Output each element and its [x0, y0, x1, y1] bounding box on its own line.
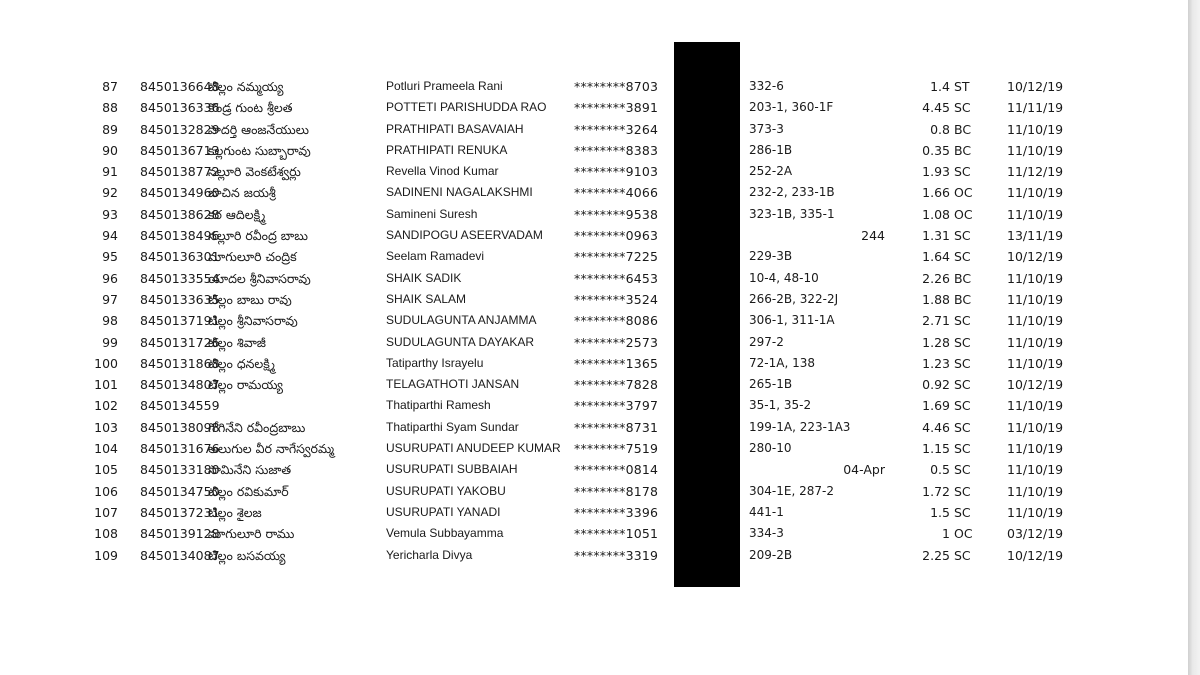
- row-number: 95: [102, 249, 118, 265]
- telugu-name: టిల్లం రవికుమార్: [208, 483, 289, 499]
- category-code: OC: [954, 526, 973, 542]
- area-value: 1.08: [922, 206, 950, 222]
- english-name: USURUPATI SUBBAIAH: [386, 462, 518, 477]
- row-number: 98: [102, 313, 118, 329]
- beneficiary-id: 8450133180: [140, 462, 220, 478]
- category-code: SC: [954, 504, 971, 520]
- table-row: [0, 438, 1190, 459]
- masked-number: ********3396: [574, 504, 659, 520]
- date-value: 11/10/19: [1007, 441, 1064, 457]
- survey-number: 232-2, 233-1B: [749, 185, 835, 200]
- masked-number: ********0963: [574, 228, 659, 244]
- telugu-name: టిల్లం శివాజీ: [208, 334, 266, 350]
- date-value: 11/10/19: [1007, 142, 1064, 158]
- telugu-name: నల్లూరి రవీంద్ర బాబు: [208, 228, 308, 244]
- survey-number: 35-1, 35-2: [749, 398, 812, 413]
- beneficiary-id: 8450136301: [140, 249, 220, 265]
- row-number: 94: [102, 228, 118, 244]
- masked-number: ********7828: [574, 377, 659, 393]
- telugu-name: మాగులూరి రాము: [208, 526, 295, 542]
- table-row: [0, 481, 1190, 502]
- english-name: POTTETI PARISHUDDA RAO: [386, 100, 547, 115]
- masked-number: ********3891: [574, 100, 659, 116]
- row-number: 100: [94, 355, 118, 371]
- survey-number: 373-3: [749, 121, 784, 136]
- category-code: SC: [954, 228, 971, 244]
- telugu-name: మాగులూరి చంద్రిక: [208, 249, 297, 265]
- masked-number: ********3524: [574, 291, 659, 307]
- category-code: SC: [954, 483, 971, 499]
- masked-number: ********1051: [574, 526, 659, 542]
- table-row: [0, 459, 1190, 480]
- masked-number: ********1365: [574, 355, 659, 371]
- english-name: Revella Vinod Kumar: [386, 164, 499, 179]
- date-value: 10/12/19: [1007, 249, 1064, 265]
- survey-number: 266-2B, 322-2J: [749, 291, 839, 306]
- beneficiary-table: [0, 76, 1190, 566]
- date-value: 11/10/19: [1007, 291, 1064, 307]
- area-value: 0.8: [930, 121, 950, 137]
- category-code: BC: [954, 121, 972, 137]
- area-value: 1.15: [922, 441, 950, 457]
- telugu-name: బాచిన జయశ్రీ: [208, 185, 276, 201]
- table-row: [0, 97, 1190, 118]
- category-code: SC: [954, 441, 971, 457]
- masked-number: ********4066: [574, 185, 659, 201]
- area-value: 2.71: [922, 313, 950, 329]
- survey-number: 10-4, 48-10: [749, 270, 819, 285]
- beneficiary-id: 8450131868: [140, 355, 220, 371]
- english-name: USURUPATI ANUDEEP KUMAR: [386, 441, 561, 456]
- english-name: Vemula Subbayamma: [386, 526, 504, 541]
- beneficiary-id: 8450134559: [140, 398, 220, 414]
- row-number: 97: [102, 291, 118, 307]
- area-value: 2.26: [922, 270, 950, 286]
- category-code: SC: [954, 462, 971, 478]
- area-value: 2.25: [922, 547, 950, 563]
- masked-number: ********2573: [574, 334, 659, 350]
- category-code: SC: [954, 377, 971, 393]
- table-row: [0, 332, 1190, 353]
- masked-number: ********8383: [574, 142, 659, 158]
- masked-number: ********3319: [574, 547, 659, 563]
- english-name: SHAIK SADIK: [386, 270, 462, 285]
- beneficiary-id: 8450134750: [140, 483, 220, 499]
- date-value: 13/11/19: [1007, 228, 1064, 244]
- english-name: PRATHIPATI BASAVAIAH: [386, 121, 524, 136]
- telugu-name: టిల్లం బసవయ్య: [208, 547, 286, 563]
- telugu-name: టిల్లం శ్రీనివాసరావు: [208, 313, 298, 329]
- category-code: SC: [954, 334, 971, 350]
- telugu-name: టిల్లం ధనలక్ష్మి: [208, 355, 276, 371]
- table-row: [0, 182, 1190, 203]
- telugu-name: గోగినేని రవీంద్రబాబు: [208, 419, 306, 435]
- area-value: 1.88: [922, 291, 950, 307]
- beneficiary-id: 8450137231: [140, 504, 220, 520]
- area-value: 4.45: [922, 100, 950, 116]
- table-row: [0, 246, 1190, 267]
- beneficiary-id: 8450137191: [140, 313, 220, 329]
- table-row: [0, 204, 1190, 225]
- survey-number: 199-1A, 223-1A3: [749, 419, 851, 434]
- table-row: [0, 502, 1190, 523]
- english-name: Seelam Ramadevi: [386, 249, 485, 264]
- beneficiary-id: 8450138496: [140, 228, 220, 244]
- row-number: 106: [94, 483, 118, 499]
- table-row: [0, 119, 1190, 140]
- row-number: 99: [102, 334, 118, 350]
- row-number: 89: [102, 121, 118, 137]
- table-row: [0, 353, 1190, 374]
- redaction-bar: [674, 42, 740, 587]
- telugu-name: నల్లూరి వెంకటేశ్వర్లు: [208, 164, 301, 180]
- table-row: [0, 310, 1190, 331]
- telugu-name: యాదల శ్రీనివాసరావు: [208, 270, 311, 286]
- survey-number: 280-10: [749, 441, 792, 456]
- masked-number: ********8178: [574, 483, 659, 499]
- row-number: 109: [94, 547, 118, 563]
- beneficiary-id: 8450131726: [140, 334, 220, 350]
- date-value: 11/10/19: [1007, 270, 1064, 286]
- telugu-name: కర ఆదిలక్ష్మి: [208, 206, 266, 222]
- area-value: 1.64: [922, 249, 950, 265]
- row-number: 103: [94, 419, 118, 435]
- date-value: 11/10/19: [1007, 355, 1064, 371]
- survey-number: 297-2: [749, 334, 784, 349]
- category-code: BC: [954, 270, 972, 286]
- english-name: SUDULAGUNTA ANJAMMA: [386, 313, 537, 328]
- page-edge-shadow: [1188, 0, 1200, 675]
- survey-number: 203-1, 360-1F: [749, 100, 834, 115]
- date-value: 11/10/19: [1007, 462, 1064, 478]
- masked-number: ********9103: [574, 164, 659, 180]
- telugu-name: కల్లగుంట సుబ్బారావు: [208, 142, 311, 158]
- english-name: Potluri Prameela Rani: [386, 79, 503, 93]
- date-value: 11/10/19: [1007, 121, 1064, 137]
- english-name: Tatiparthy Israyelu: [386, 355, 484, 370]
- category-code: SC: [954, 547, 971, 563]
- table-row: [0, 76, 1190, 97]
- survey-number: 334-3: [749, 526, 784, 541]
- category-code: SC: [954, 313, 971, 329]
- row-number: 105: [94, 462, 118, 478]
- beneficiary-id: 8450133635: [140, 291, 220, 307]
- telugu-name: అలుగుల వీర నాగేస్వరమ్మ: [208, 441, 335, 457]
- table-row: [0, 289, 1190, 310]
- english-name: TELAGATHOTI JANSAN: [386, 377, 520, 392]
- category-code: OC: [954, 206, 973, 222]
- extra-value: 04-Apr: [843, 462, 885, 478]
- telugu-name: కొండ్ర గుంట శ్రీలత: [208, 100, 293, 116]
- area-value: 1.4: [930, 79, 950, 94]
- english-name: PRATHIPATI RENUKA: [386, 142, 508, 157]
- area-value: 0.92: [922, 377, 950, 393]
- beneficiary-id: 8450138098: [140, 419, 220, 435]
- row-number: 91: [102, 164, 118, 180]
- extra-value: 244: [861, 228, 885, 244]
- survey-number: 229-3B: [749, 249, 793, 264]
- area-value: 1.66: [922, 185, 950, 201]
- beneficiary-id: 8450131676: [140, 441, 220, 457]
- row-number: 102: [94, 398, 118, 414]
- area-value: 1.28: [922, 334, 950, 350]
- row-number: 93: [102, 206, 118, 222]
- survey-number: 304-1E, 287-2: [749, 483, 834, 498]
- survey-number: 252-2A: [749, 164, 793, 179]
- date-value: 11/10/19: [1007, 504, 1064, 520]
- date-value: 11/10/19: [1007, 206, 1064, 222]
- category-code: SC: [954, 164, 971, 180]
- category-code: SC: [954, 398, 971, 414]
- beneficiary-id: 8450136336: [140, 100, 220, 116]
- category-code: ST: [954, 79, 970, 94]
- survey-number: 441-1: [749, 504, 784, 519]
- date-value: 03/12/19: [1007, 526, 1064, 542]
- area-value: 1: [942, 526, 950, 542]
- english-name: Samineni Suresh: [386, 206, 478, 221]
- table-row: [0, 545, 1190, 566]
- row-number: 88: [102, 100, 118, 116]
- row-number: 108: [94, 526, 118, 542]
- table-row: [0, 417, 1190, 438]
- beneficiary-id: 8450134087: [140, 547, 220, 563]
- survey-number: 265-1B: [749, 377, 793, 392]
- row-number: 101: [94, 377, 118, 393]
- area-value: 1.31: [922, 228, 950, 244]
- telugu-name: టిల్లం బాబు రావు: [208, 291, 292, 307]
- category-code: BC: [954, 291, 972, 307]
- english-name: Thatiparthi Syam Sundar: [386, 419, 519, 434]
- beneficiary-id: 8450138772: [140, 164, 220, 180]
- date-value: 11/11/19: [1007, 100, 1064, 116]
- area-value: 1.69: [922, 398, 950, 414]
- english-name: USURUPATI YANADI: [386, 504, 501, 519]
- masked-number: ********8731: [574, 419, 659, 435]
- date-value: 11/10/19: [1007, 419, 1064, 435]
- area-value: 1.5: [930, 504, 950, 520]
- date-value: 10/12/19: [1007, 377, 1064, 393]
- masked-number: ********9538: [574, 206, 659, 222]
- beneficiary-id: 8450136713: [140, 142, 220, 158]
- telugu-name: పాదర్తి ఆంజనేయులు: [208, 121, 309, 137]
- survey-number: 72-1A, 138: [749, 355, 815, 370]
- english-name: Yericharla Divya: [386, 547, 473, 562]
- date-value: 10/12/19: [1007, 547, 1064, 563]
- area-value: 1.72: [922, 483, 950, 499]
- masked-number: ********3797: [574, 398, 659, 414]
- table-row: [0, 161, 1190, 182]
- date-value: 11/10/19: [1007, 483, 1064, 499]
- telugu-name: టిల్లం రామయ్య: [208, 377, 284, 393]
- telugu-name: టిల్లం శైలజ: [208, 504, 262, 520]
- category-code: SC: [954, 100, 971, 116]
- english-name: USURUPATI YAKOBU: [386, 483, 506, 498]
- area-value: 0.5: [930, 462, 950, 478]
- masked-number: ********6453: [574, 270, 659, 286]
- survey-number: 332-6: [749, 79, 784, 93]
- beneficiary-id: 8450134960: [140, 185, 220, 201]
- english-name: SHAIK SALAM: [386, 291, 467, 306]
- area-value: 0.35: [922, 142, 950, 158]
- category-code: OC: [954, 185, 973, 201]
- date-value: 11/10/19: [1007, 398, 1064, 414]
- english-name: Thatiparthi Ramesh: [386, 398, 491, 413]
- beneficiary-id: 8450139128: [140, 526, 220, 542]
- date-value: 11/12/19: [1007, 164, 1064, 180]
- category-code: SC: [954, 419, 971, 435]
- masked-number: ********3264: [574, 121, 659, 137]
- telugu-name: టిల్లం నమ్మయ్య: [208, 79, 284, 94]
- beneficiary-id: 8450138628: [140, 206, 220, 222]
- table-row: [0, 374, 1190, 395]
- row-number: 107: [94, 504, 118, 520]
- category-code: SC: [954, 355, 971, 371]
- beneficiary-id: 8450132829: [140, 121, 220, 137]
- telugu-name: సామినేని సుజాత: [208, 462, 292, 478]
- row-number: 87: [102, 79, 118, 94]
- table-row: [0, 523, 1190, 544]
- area-value: 1.23: [922, 355, 950, 371]
- row-number: 96: [102, 270, 118, 286]
- english-name: SANDIPOGU ASEERVADAM: [386, 228, 543, 243]
- area-value: 4.46: [922, 419, 950, 435]
- beneficiary-id: 8450134807: [140, 377, 220, 393]
- masked-number: ********7519: [574, 441, 659, 457]
- table-row: [0, 395, 1190, 416]
- row-number: 92: [102, 185, 118, 201]
- row-number: 90: [102, 142, 118, 158]
- survey-number: 286-1B: [749, 142, 793, 157]
- english-name: SUDULAGUNTA DAYAKAR: [386, 334, 535, 349]
- category-code: SC: [954, 249, 971, 265]
- row-number: 104: [94, 441, 118, 457]
- table-row: [0, 268, 1190, 289]
- date-value: 11/10/19: [1007, 334, 1064, 350]
- table-row: [0, 140, 1190, 161]
- table-row: [0, 225, 1190, 246]
- date-value: 11/10/19: [1007, 185, 1064, 201]
- beneficiary-id: 8450133554: [140, 270, 220, 286]
- date-value: 10/12/19: [1007, 79, 1064, 94]
- date-value: 11/10/19: [1007, 313, 1064, 329]
- beneficiary-id: 8450136648: [140, 79, 220, 94]
- masked-number: ********8086: [574, 313, 659, 329]
- masked-number: ********8703: [574, 79, 659, 94]
- masked-number: ********7225: [574, 249, 659, 265]
- survey-number: 323-1B, 335-1: [749, 206, 835, 221]
- survey-number: 209-2B: [749, 547, 793, 562]
- category-code: BC: [954, 142, 972, 158]
- area-value: 1.93: [922, 164, 950, 180]
- survey-number: 306-1, 311-1A: [749, 313, 835, 328]
- english-name: SADINENI NAGALAKSHMI: [386, 185, 533, 200]
- masked-number: ********0814: [574, 462, 659, 478]
